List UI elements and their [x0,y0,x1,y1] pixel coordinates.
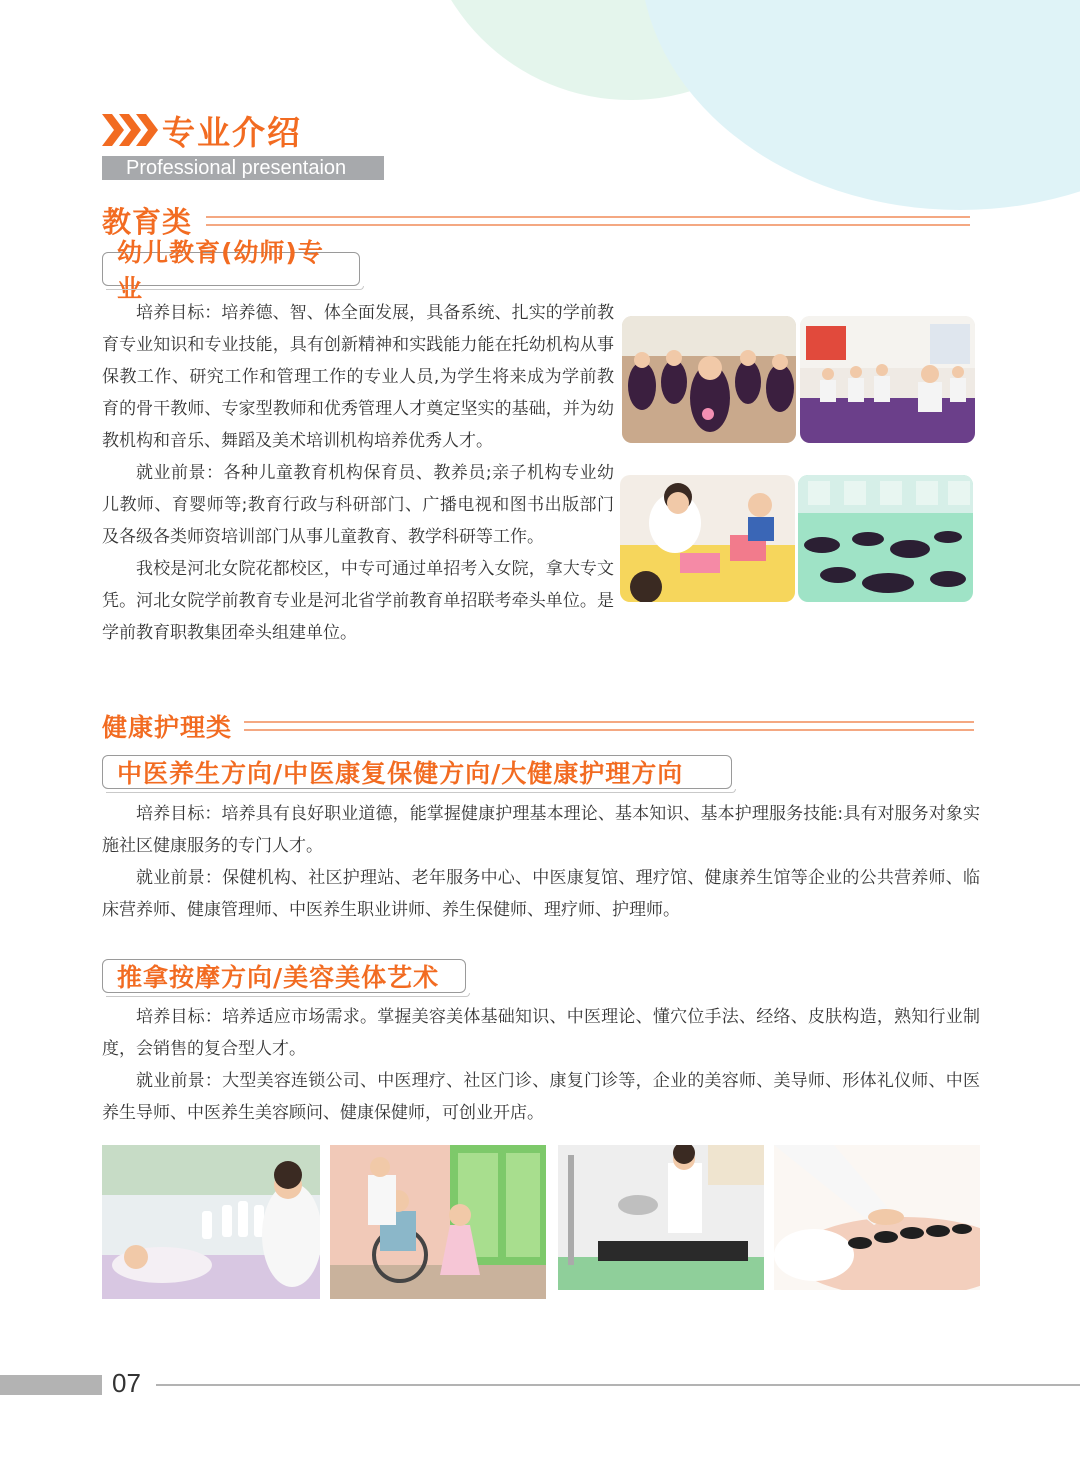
photo-beauty-treatment [102,1145,320,1299]
category-rule [244,721,974,731]
education-goal: 培养目标：培养德、智、体全面发展，具备系统、扎实的学前教育专业知识和专业技能，具有创新精神和实践能力能在托幼机构从事保教工作、研究工作和管理工作的专业人员,为学生将来成为学前教育的骨干教师、专家型教师和优秀管理人才奠定坚实的基础，并为幼教机构和音乐、舞蹈及美术培训机构培养优秀人才。 [102,303,614,451]
triple-chevron-icon [102,110,160,150]
photo-dance-stretch [798,475,973,602]
category-title: 健康护理类 [102,713,233,742]
education-school-note: 我校是河北女院花都校区，中专可通过单招考入女院，拿大专文凭。河北女院学前教育专业是河北省学前教育单招联考牵头单位。是学前教育职教集团牵头组建单位。 [102,559,614,643]
photo-physiotherapy [558,1145,764,1290]
footer-rule [156,1384,1080,1386]
category-title: 教育类 [102,205,193,239]
health-major2-goal: 培养目标：培养适应市场需求。掌握美容美体基础知识、中医理论、懂穴位手法、经络、皮肤构造，熟知行业制度，会销售的复合型人才。 [102,1007,980,1059]
page-number: 07 [112,1368,141,1398]
health-major2-description [102,1001,980,1129]
category-health [102,708,974,744]
health-major2-career: 就业前景：大型美容连锁公司、中医理疗、社区门诊、康复门诊等，企业的美容师、美导师、形体礼仪师、中医养生导师、中医养生美容顾问、健康保健师，可创业开店。 [102,1071,980,1123]
major-title-massage-beauty: 推拿按摩方向/美容美体艺术 [102,959,466,993]
major-title-tcm-health: 中医养生方向/中医康复保健方向/大健康护理方向 [102,755,732,789]
page-subtitle: Professional presentaion [102,156,384,180]
page-title: 专业介绍 [162,112,302,152]
health-major1-career: 就业前景：保健机构、社区护理站、老年服务中心、中医康复馆、理疗馆、健康养生馆等企业的公共营养师、临床营养师、健康管理师、中医养生职业讲师、养生保健师、理疗师、护理师。 [102,868,980,920]
category-rule [206,216,970,226]
photo-elderly-care [330,1145,546,1299]
photo-stone-massage [774,1145,980,1290]
health-major1-description [102,798,980,926]
education-career: 就业前景：各种儿童教育机构保育员、教养员;亲子机构专业幼儿教师、育婴师等;教育行政与科研部门、广播电视和图书出版部门及各级各类师资培训部门从事儿童教育、教学科研等工作。 [102,463,614,547]
page-heading [102,108,302,152]
photo-music-class [800,316,975,443]
photo-children-crafts [620,475,795,602]
major-title-early-education: 幼儿教育(幼师)专业 [102,252,360,286]
background-circle-blue [640,0,1080,210]
education-description [102,297,614,649]
photo-dance-class-seated [622,316,796,443]
footer-bar [0,1375,102,1395]
health-major1-goal: 培养目标：培养具有良好职业道德，能掌握健康护理基本理论、基本知识、基本护理服务技能:具有对服务对象实施社区健康服务的专门人才。 [102,804,980,856]
